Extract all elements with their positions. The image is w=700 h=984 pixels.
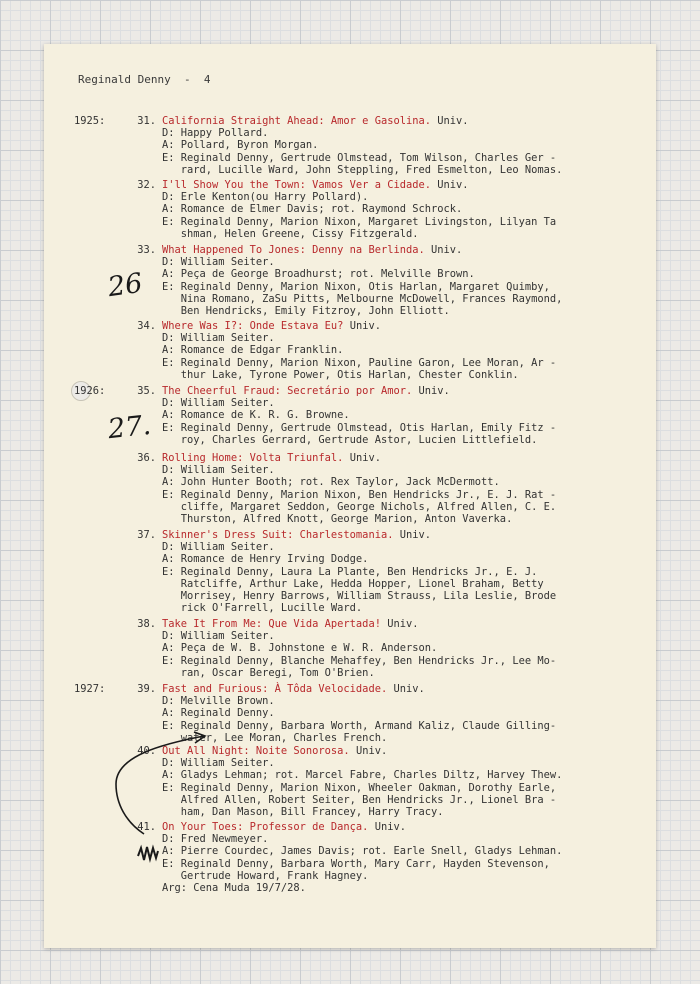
- film-entry: [74, 385, 652, 446]
- studio-label: Univ.: [374, 821, 406, 833]
- credit-line: A: John Hunter Booth; rot. Rex Taylor, Jack McDermott.: [162, 476, 500, 489]
- credit-line: D: William Seiter.: [162, 332, 275, 345]
- film-entry: [74, 529, 652, 614]
- year-label: 1926:: [74, 385, 106, 397]
- film-title: The Cheerful Fraud: Secretário por Amor.: [162, 385, 413, 397]
- credit-line: A: Pierre Courdec, James Davis; rot. Earle Snell, Gladys Lehman.: [162, 845, 563, 858]
- credit-line: D: William Seiter.: [162, 630, 275, 643]
- credit-line: D: William Seiter.: [162, 464, 275, 477]
- credit-line: Ratcliffe, Arthur Lake, Hedda Hopper, Lionel Braham, Betty: [162, 577, 544, 590]
- entry-number: 41.: [137, 821, 156, 833]
- credit-line: E: Reginald Denny, Gertrude Olmstead, Otis Harlan, Emily Fitz -: [162, 421, 557, 434]
- credit-line: roy, Charles Gerrard, Gertrude Astor, Lucien Littlefield.: [162, 433, 538, 446]
- credit-line: rick O'Farrell, Lucille Ward.: [162, 602, 363, 615]
- credit-line: A: Peça de George Broadhurst; rot. Melville Brown.: [162, 268, 475, 281]
- entry-number: 35.: [137, 385, 156, 397]
- credit-line: D: William Seiter.: [162, 541, 275, 554]
- film-entry: [74, 115, 652, 176]
- film-title: Fast and Furious: À Tôda Velocidade.: [162, 683, 388, 695]
- film-entry: [74, 683, 652, 744]
- entry-number: 38.: [137, 618, 156, 630]
- credit-line: Arg: Cena Muda 19/7/28.: [162, 882, 306, 895]
- credit-line: D: Happy Pollard.: [162, 127, 269, 140]
- film-entry: [74, 618, 652, 679]
- credit-line: cliffe, Margaret Seddon, George Nichols, Alfred Allen, C. E.: [162, 500, 557, 513]
- credit-line: E: Reginald Denny, Marion Nixon, Pauline Garon, Lee Moran, Ar -: [162, 356, 557, 369]
- entry-number: 32.: [137, 179, 156, 191]
- credit-line: rard, Lucille Ward, John Steppling, Fred Esmelton, Leo Nomas.: [162, 163, 563, 176]
- page-header: Reginald Denny - 4: [78, 73, 211, 86]
- credit-line: A: Peça de W. B. Johnstone e W. R. Anderson.: [162, 642, 438, 655]
- credit-line: A: Romance de Henry Irving Dodge.: [162, 553, 369, 566]
- credit-line: E: Reginald Denny, Laura La Plante, Ben Hendricks Jr., E. J.: [162, 565, 538, 578]
- film-entry: [74, 745, 652, 818]
- credit-line: A: Romance de K. R. G. Browne.: [162, 409, 350, 422]
- credit-line: Alfred Allen, Robert Seiter, Ben Hendricks Jr., Lionel Bra -: [162, 793, 557, 806]
- credit-line: D: William Seiter.: [162, 757, 275, 770]
- studio-label: Univ.: [437, 115, 469, 127]
- film-title: California Straight Ahead: Amor e Gasolina.: [162, 115, 431, 127]
- credit-line: A: Pollard, Byron Morgan.: [162, 139, 319, 152]
- film-entry: [74, 179, 652, 240]
- credit-line: Nina Romano, ZaSu Pitts, Melbourne McDowell, Frances Raymond,: [162, 292, 563, 305]
- credit-line: E: Reginald Denny, Blanche Mehaffey, Ben Hendricks Jr., Lee Mo-: [162, 654, 557, 667]
- credit-line: Gertrude Howard, Frank Hagney.: [162, 869, 369, 882]
- film-title: Rolling Home: Volta Triunfal.: [162, 452, 344, 464]
- entry-number: 40.: [137, 745, 156, 757]
- film-title: I'll Show You the Town: Vamos Ver a Cidade.: [162, 179, 431, 191]
- credit-line: A: Romance de Elmer Davis; rot. Raymond Schrock.: [162, 203, 463, 216]
- studio-label: Univ.: [399, 529, 432, 541]
- studio-label: Univ.: [418, 385, 450, 397]
- handwritten-note-26: 26: [106, 267, 145, 304]
- film-title: Skinner's Dress Suit: Charlestomania.: [162, 529, 394, 541]
- credit-line: D: William Seiter.: [162, 397, 275, 410]
- credit-line: D: Melville Brown.: [162, 695, 275, 708]
- film-title: Where Was I?: Onde Estava Eu?: [162, 320, 344, 332]
- entry-number: 39.: [137, 683, 156, 695]
- credit-line: E: Reginald Denny, Marion Nixon, Wheeler Oakman, Dorothy Earle,: [162, 781, 557, 794]
- credit-line: Morrisey, Henry Barrows, William Strauss, Lila Leslie, Brode: [162, 590, 557, 603]
- studio-label: Univ.: [349, 452, 381, 464]
- credit-line: ran, Oscar Beregi, Tom O'Brien.: [162, 666, 375, 679]
- film-title: Out All Night: Noite Sonorosa.: [162, 745, 350, 757]
- studio-label: Univ.: [431, 244, 463, 256]
- credit-line: Thurston, Alfred Knott, George Marion, Anton Vaverka.: [162, 513, 513, 526]
- credit-line: Ben Hendricks, Emily Fitzroy, John Elliott.: [162, 305, 450, 318]
- entry-number: 37.: [137, 529, 156, 541]
- film-title: What Happened To Jones: Denny na Berlinda.: [162, 244, 425, 256]
- credit-line: D: Erle Kenton(ou Harry Pollard).: [162, 191, 369, 204]
- studio-label: Univ.: [349, 320, 381, 332]
- credit-line: shman, Helen Greene, Cissy Fitzgerald.: [162, 227, 419, 240]
- credit-line: A: Gladys Lehman; rot. Marcel Fabre, Charles Diltz, Harvey Thew.: [162, 769, 563, 782]
- credit-line: A: Reginald Denny.: [162, 707, 275, 720]
- credit-line: ham, Dan Mason, Bill Francey, Harry Tracy.: [162, 806, 444, 819]
- credit-line: A: Romance de Edgar Franklin.: [162, 344, 344, 357]
- credit-line: E: Reginald Denny, Barbara Worth, Armand Kaliz, Claude Gilling-: [162, 719, 557, 732]
- studio-label: Univ.: [387, 618, 419, 630]
- studio-label: Univ.: [393, 683, 425, 695]
- credit-line: E: Reginald Denny, Marion Nixon, Ben Hendricks Jr., E. J. Rat -: [162, 488, 557, 501]
- film-entry: [74, 320, 652, 381]
- year-label: 1925:: [74, 115, 106, 127]
- entry-number: 31.: [137, 115, 156, 127]
- year-label: 1927:: [74, 683, 106, 695]
- studio-label: Univ.: [437, 179, 469, 191]
- handwritten-note-27: 27.: [106, 409, 153, 446]
- film-title: On Your Toes: Professor de Dança.: [162, 821, 369, 833]
- film-entry: [74, 821, 652, 894]
- film-title: Take It From Me: Que Vida Apertada!: [162, 618, 381, 630]
- credit-line: E: Reginald Denny, Gertrude Olmstead, Tom Wilson, Charles Ger -: [162, 151, 557, 164]
- credit-line: E: Reginald Denny, Marion Nixon, Otis Harlan, Margaret Quimby,: [162, 280, 550, 293]
- film-entry: [74, 452, 652, 525]
- credit-line: D: Fred Newmeyer.: [162, 833, 269, 846]
- entry-number: 34.: [137, 320, 156, 332]
- film-entry: [74, 244, 652, 317]
- credit-line: E: Reginald Denny, Barbara Worth, Mary Carr, Hayden Stevenson,: [162, 857, 550, 870]
- credit-line: E: Reginald Denny, Marion Nixon, Margaret Livingston, Lilyan Ta: [162, 215, 557, 228]
- credit-line: D: William Seiter.: [162, 256, 275, 269]
- entry-number: 36.: [137, 452, 156, 464]
- credit-line: thur Lake, Tyrone Power, Otis Harlan, Chester Conklin.: [162, 368, 519, 381]
- credit-line: water, Lee Moran, Charles French.: [162, 731, 388, 744]
- studio-label: Univ.: [355, 745, 388, 757]
- document-page: [44, 44, 656, 948]
- entry-number: 33.: [137, 244, 156, 256]
